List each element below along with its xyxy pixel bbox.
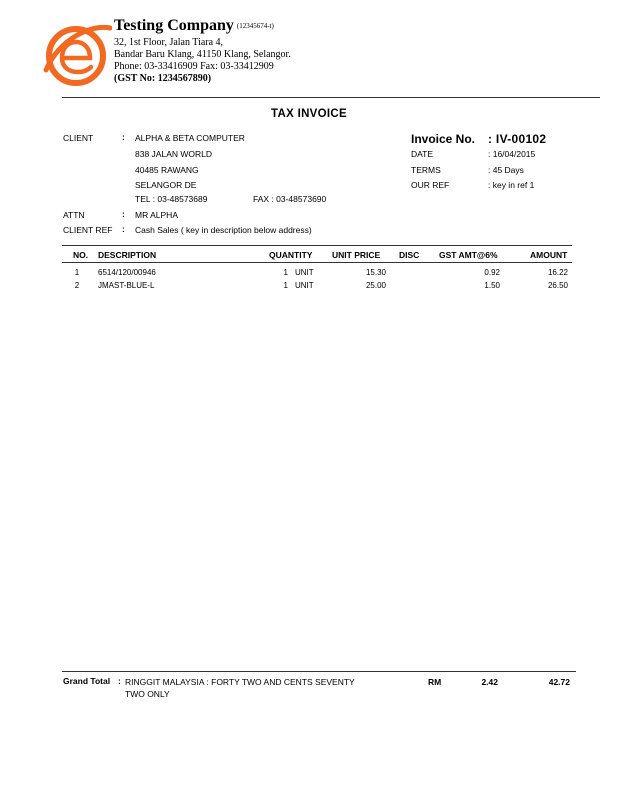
row-gst-amt: 0.92 <box>484 268 500 277</box>
gst-total: 2.42 <box>481 677 498 687</box>
amount-in-words-line1: RINGGIT MALAYSIA : FORTY TWO AND CENTS SEVENTY <box>125 677 355 687</box>
company-address-line1: 32, 1st Floor, Jalan Tiara 4, <box>114 37 224 48</box>
col-header-description: DESCRIPTION <box>98 250 157 260</box>
col-header-gst-amt: GST AMT@6% <box>439 250 498 260</box>
col-header-amount: AMOUNT <box>530 250 568 260</box>
row-uom: UNIT <box>295 281 314 290</box>
header-divider <box>62 97 600 98</box>
row-qty: 1 <box>283 268 288 277</box>
our-ref-label: OUR REF <box>411 180 450 190</box>
company-reg-no: (12345674-t) <box>236 22 274 30</box>
company-phone-line: Phone: 03-33416909 Fax: 03-33412909 <box>114 61 274 72</box>
grand-total-label: Grand Total <box>63 676 111 686</box>
row-description: JMAST-BLUE-L <box>98 281 155 290</box>
row-unit-price: 15.30 <box>365 268 386 277</box>
row-qty: 1 <box>283 281 288 290</box>
client-ref-label: CLIENT REF <box>63 225 113 235</box>
date-value: : 16/04/2015 <box>488 149 536 159</box>
currency-label: RM <box>428 677 442 687</box>
table-top-rule <box>62 245 572 246</box>
invoice-number-label: Invoice No. <box>411 132 476 146</box>
client-name: ALPHA & BETA COMPUTER <box>135 133 245 143</box>
client-tel: TEL : 03-48573689 <box>135 194 208 204</box>
client-label: CLIENT <box>63 133 94 143</box>
row-description: 6514/120/00946 <box>98 268 156 277</box>
client-address1: 838 JALAN WORLD <box>135 149 212 159</box>
company-logo-icon <box>40 18 112 90</box>
col-header-unit-price: UNIT PRICE <box>332 250 381 260</box>
attn-colon: : <box>122 209 125 219</box>
row-no: 1 <box>74 268 80 277</box>
row-unit-price: 25.00 <box>365 281 386 290</box>
client-colon: : <box>122 132 125 142</box>
amount-in-words-line2: TWO ONLY <box>125 689 170 699</box>
terms-label: TERMS <box>411 165 441 175</box>
client-address3: SELANGOR DE <box>135 180 197 190</box>
table-header-rule <box>62 262 572 263</box>
attn-label: ATTN <box>63 210 85 220</box>
client-ref-value: Cash Sales ( key in description below address) <box>135 225 312 235</box>
company-address-line2: Bandar Baru Klang, 41150 Klang, Selangor. <box>114 49 291 60</box>
company-name-text: Testing Company <box>114 17 234 34</box>
date-label: DATE <box>411 149 434 159</box>
row-uom: UNIT <box>295 268 314 277</box>
row-amount: 26.50 <box>547 281 568 290</box>
grand-total-colon: : <box>118 676 121 686</box>
col-header-no: NO. <box>73 250 89 260</box>
footer-divider <box>62 671 576 672</box>
invoice-number-value: : IV-00102 <box>488 132 547 146</box>
row-amount: 16.22 <box>547 268 568 277</box>
grand-total-amount: 42.72 <box>548 677 570 687</box>
col-header-quantity: QUANTITY <box>269 250 313 260</box>
row-no: 2 <box>74 281 80 290</box>
document-title: TAX INVOICE <box>271 108 347 120</box>
terms-value: : 45 Days <box>488 165 524 175</box>
client-fax: FAX : 03-48573690 <box>253 194 327 204</box>
company-gst-line: (GST No: 1234567890) <box>114 73 212 84</box>
row-gst-amt: 1.50 <box>484 281 500 290</box>
client-ref-colon: : <box>122 224 125 234</box>
attn-value: MR ALPHA <box>135 210 178 220</box>
client-address2: 40485 RAWANG <box>135 165 199 175</box>
company-name <box>114 17 274 35</box>
col-header-disc: DISC <box>399 250 420 260</box>
our-ref-value: : key in ref 1 <box>488 180 535 190</box>
